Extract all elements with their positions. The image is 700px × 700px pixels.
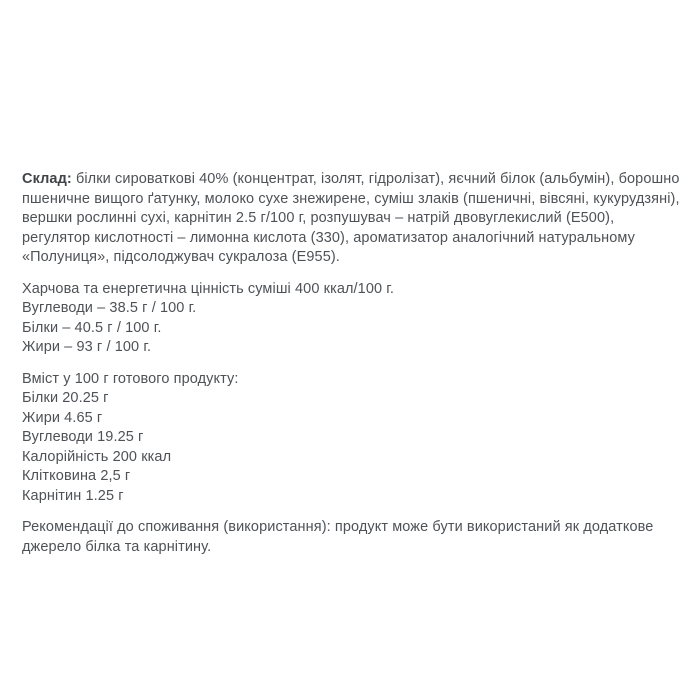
per-100g-fiber: Клітковина 2,5 г (22, 468, 131, 484)
per-100g-calories: Калорійність 200 ккал (22, 448, 172, 465)
nutrition-line-protein: Білки – 40.5 г / 100 г. (22, 319, 162, 336)
nutrition-line-carbs: Вуглеводи – 38.5 г / 100 г. (22, 300, 197, 316)
per-100g-carnitine: Карнітин 1.25 г (22, 487, 124, 504)
product-description (22, 170, 684, 557)
per-100g-carbs: Вуглеводи 19.25 г (22, 429, 144, 445)
per-100g-section (22, 370, 684, 507)
per-100g-protein: Білки 20.25 г (22, 390, 109, 406)
per-100g-fat: Жири 4.65 г (22, 409, 103, 426)
composition-paragraph (22, 170, 684, 268)
nutrition-line-fat: Жири – 93 г / 100 г. (22, 339, 152, 355)
energy-value-title: Харчова та енергетична цінність суміші 400 ккал/100 г. (22, 280, 395, 297)
recommendations-paragraph (22, 518, 684, 557)
per-100g-title: Вміст у 100 г готового продукту: (22, 370, 239, 387)
recommendations-text: Рекомендації до споживання (використання): продукт може бути використаний як додаткове джерело білка та карнітину. (22, 519, 654, 555)
composition-label: Склад: (22, 171, 72, 187)
composition-text: білки сироваткові 40% (концентрат, ізолят, гідролізат), яєчний білок (альбумін), борошно пшеничне вищого ґатунку, молоко сухе знежирене, суміш злаків (пшеничні, вівсяні, кукурудзяні), вершки рослинні сухі, карнітин 2.5 г/100 г, розпушувач – натрій двовуглекислий (Е500), регулятор кислотності – лимонна кислота (330), ароматизатор аналогічний натуральному «Полуниця», підсолоджувач сукралоза (Е955). (22, 171, 680, 265)
energy-value-section (22, 280, 684, 358)
